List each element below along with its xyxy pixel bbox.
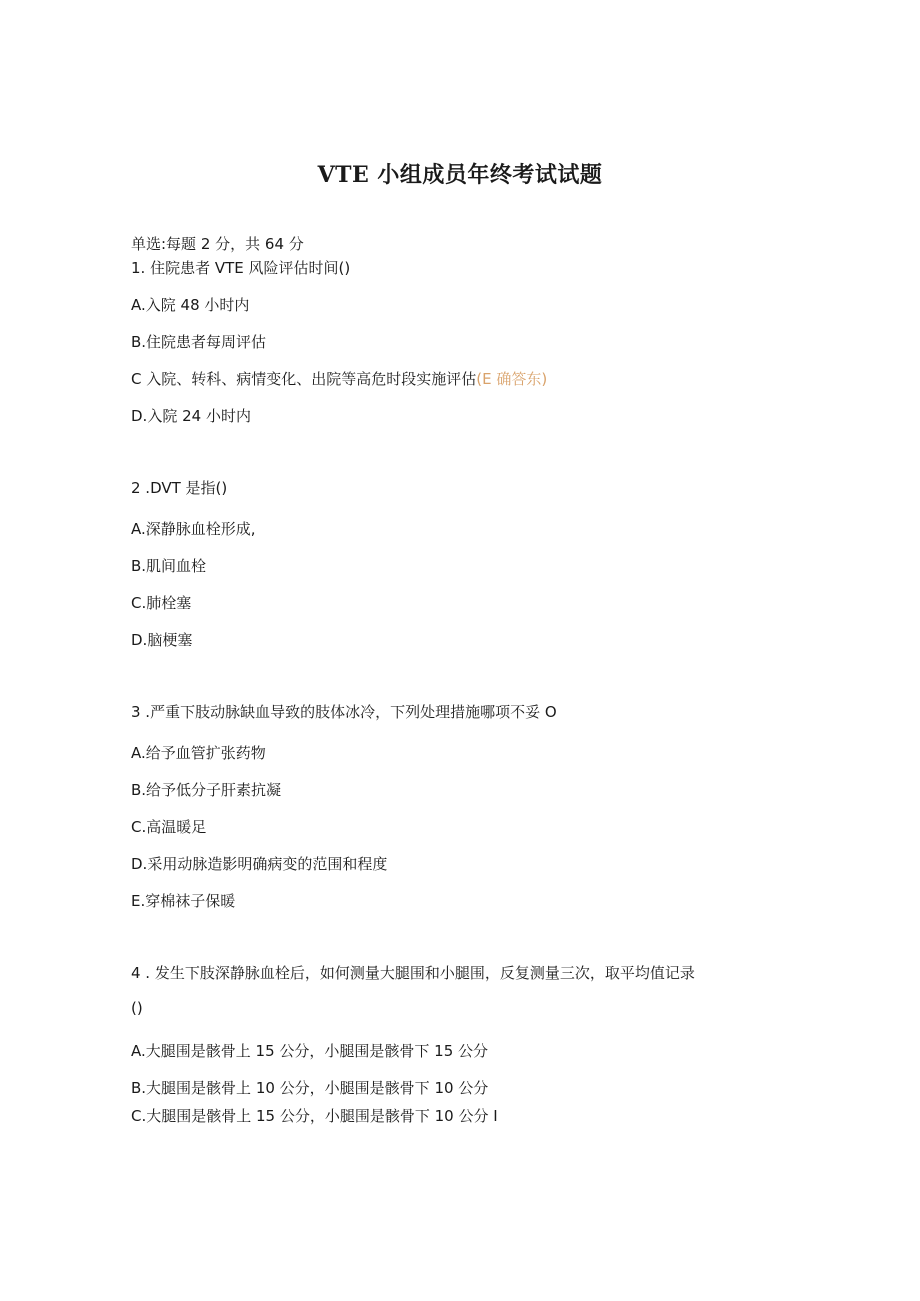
question-1-option-b: B.住院患者每周评估 — [131, 333, 267, 351]
question-1-option-d: D.入院 24 小时内 — [131, 407, 251, 425]
question-3-stem: 3 .严重下肢动脉缺血导致的肢体冰冷，下列处理措施哪项不妥 O — [131, 703, 557, 721]
question-1-stem: 1. 住院患者 VTE 风险评估时间() — [131, 259, 351, 277]
question-4-stem: 4 . 发生下肢深静脉血栓后，如何测量大腿围和小腿围，反复测量三次，取平均值记录 — [131, 964, 695, 982]
question-2-option-c: C.肺栓塞 — [131, 594, 192, 612]
question-4-option-a: A.大腿围是骸骨上 15 公分，小腿围是骸骨下 15 公分 — [131, 1042, 489, 1060]
document-title: VTE 小组成员年终考试试题 — [317, 162, 603, 188]
question-4-option-c: C.大腿围是骸骨上 15 公分，小腿围是骸骨下 10 公分 I — [131, 1107, 498, 1125]
question-1-option-c — [131, 369, 547, 389]
question-2-option-d: D.脑梗塞 — [131, 631, 193, 649]
question-3-option-e: E.穿棉袜子保暖 — [131, 892, 236, 910]
section-header: 单选:每题 2 分，共 64 分 — [131, 235, 304, 253]
question-3-option-b: B.给予低分子肝素抗凝 — [131, 781, 282, 799]
question-3-option-a: A.给予血管扩张药物 — [131, 744, 266, 762]
question-1-option-c-text: C 入院、转科、病情变化、出院等高危时段实施评估 — [131, 370, 477, 388]
question-3-option-d: D.采用动脉造影明确病变的范围和程度 — [131, 855, 388, 873]
question-4-stem-continuation: () — [131, 999, 143, 1017]
question-3-option-c: C.高温暖足 — [131, 818, 207, 836]
question-2-stem: 2 .DVT 是指() — [131, 479, 228, 497]
question-2-option-b: B.肌间血栓 — [131, 557, 207, 575]
question-2-option-a: A.深静脉血栓形成, — [131, 520, 256, 538]
question-4-option-b: B.大腿围是骸骨上 10 公分，小腿围是骸骨下 10 公分 — [131, 1079, 489, 1097]
question-1-option-a: A.入院 48 小时内 — [131, 296, 250, 314]
answer-note: (E 确答东) — [476, 370, 548, 388]
